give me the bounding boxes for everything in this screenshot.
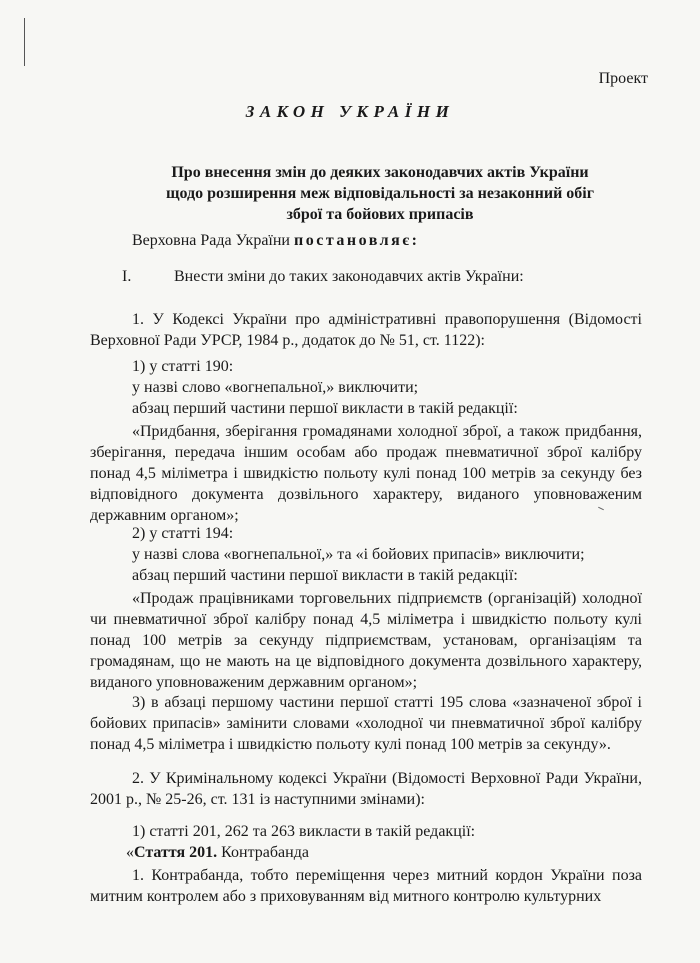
crim-head: 1) статті 201, 262 та 263 викласти в такій редакції: [132, 823, 476, 840]
subtitle-line: зброї та бойових припасів [286, 206, 474, 223]
decree-word: постановляє: [294, 232, 420, 249]
section-text: Внести зміни до таких законодавчих актів України: [174, 268, 524, 285]
art194-line: у назві слова «вогнепальної,» та «і бойових припасів» виключити; [132, 546, 585, 563]
art194-head: 2) у статті 194: [132, 525, 234, 542]
subtitle-line: Про внесення змін до деяких законодавчих актів України [171, 164, 589, 181]
art190-quote: «Придбання, зберігання громадянами холодної зброї, а також придбання, зберігання, передача іншим особам або продаж пневматичної зброї калібру понад 4,5 міліметра і швидкістю польоту кулі понад 100 метрів за секунду без відповідного документа дозвільного характеру, виданого уповноваженим державним органом»; [90, 423, 642, 524]
preamble-text: Верховна Рада України [132, 232, 294, 249]
item-1-paragraph: 1. У Кодексі України про адміністративні правопорушення (Відомості Верховної Ради УРСР, 1984 р., додаток до № 51, ст. 1122): [90, 311, 642, 349]
preamble [132, 232, 420, 250]
subtitle-line: щодо розширення меж відповідальності за незаконний обіг [165, 185, 595, 202]
article-open-quote: « [126, 844, 134, 861]
article-title: Контрабанда [217, 844, 309, 861]
art190-line: у назві слово «вогнепальної,» виключити; [132, 379, 419, 396]
article-heading [126, 844, 309, 862]
scan-artifact [24, 18, 25, 66]
section-number: I. [122, 268, 132, 285]
art190-head: 1) у статті 190: [132, 358, 234, 375]
item-2-paragraph: 2. У Кримінальному кодексі України (Відомості Верховної Ради України, 2001 р., № 25-26, ст. 131 із наступними змінами): [90, 770, 642, 808]
art194-line: абзац перший частини першої викласти в такій редакції: [132, 567, 518, 584]
law-subtitle [150, 162, 610, 225]
draft-label: Проект [598, 70, 648, 87]
law-title: ЗАКОН УКРАЇНИ [245, 102, 455, 121]
article-number: Стаття 201. [134, 844, 218, 861]
article-201-paragraph: 1. Контрабанда, тобто переміщення через митний кордон України поза митним контролем або з приховуванням від митного контролю культурних [90, 867, 642, 905]
art194-quote: «Продаж працівниками торговельних підприємств (організацій) холодної чи пневматичної зброї калібру понад 4,5 міліметра і швидкістю польоту кулі понад 100 метрів за секунду підприємствам, установам, організаціям та громадянам, що не мають на це відповідного документа дозвільного характеру, виданого уповноваженим державним органом»; [90, 590, 642, 691]
art190-line: абзац перший частини першої викласти в такій редакції: [132, 400, 518, 417]
art195-paragraph: 3) в абзаці першому частини першої статті 195 слова «зазначеної зброї і бойових припасів» замінити словами «холодної чи пневматичної зброї калібру понад 4,5 міліметра і швидкістю польоту кулі понад 100 метрів за секунду». [90, 694, 642, 753]
